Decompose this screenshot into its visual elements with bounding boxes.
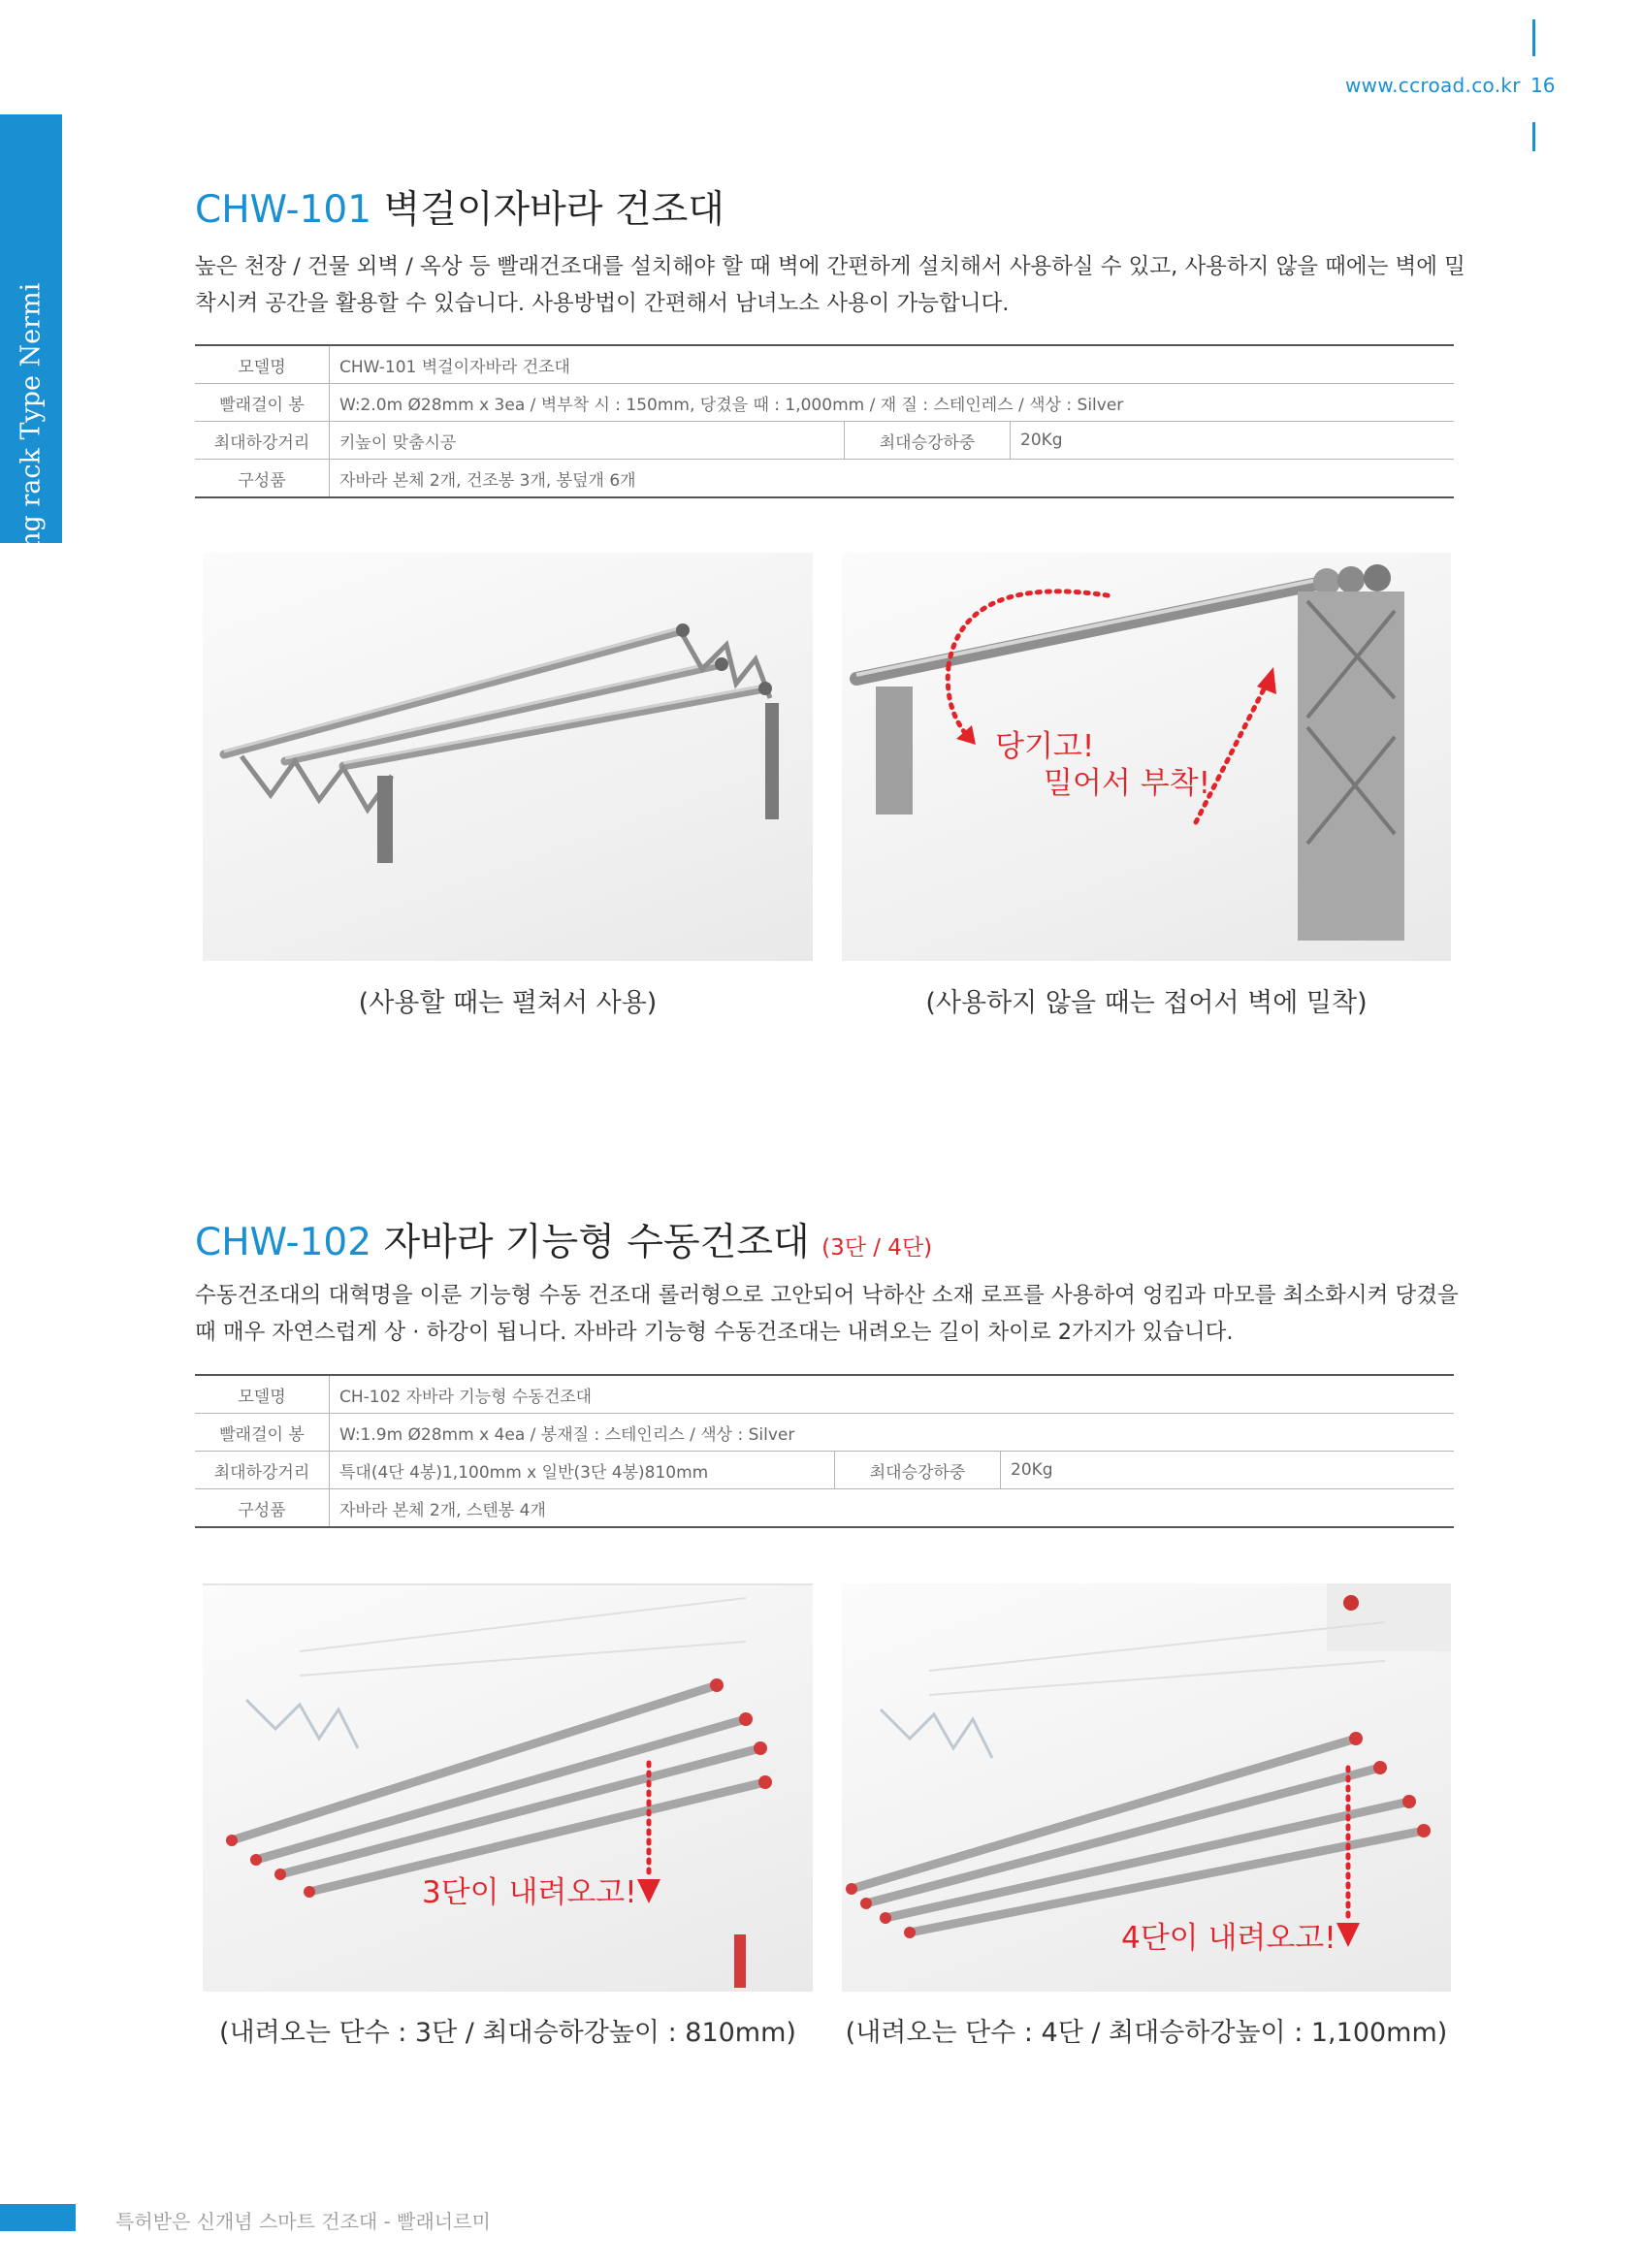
spec-value: CHW-101 벽걸이자바라 건조대	[330, 345, 1455, 384]
product2-title	[195, 1212, 932, 1266]
product1-caption-right: (사용하지 않을 때는 접어서 벽에 밀착)	[925, 988, 1368, 1018]
spec-row-model	[195, 345, 1454, 384]
spec-value: 20Kg	[1001, 1452, 1455, 1489]
side-category-label: Drying rack Type Nermi	[16, 282, 47, 606]
spec-row-drop	[195, 422, 1454, 460]
product2-overlay-4tier: 4단이 내려오고!	[1121, 1921, 1336, 1956]
spec-label: 모델명	[195, 1375, 330, 1414]
product2-caption-left: (내려오는 단수 : 3단 / 최대승하강높이 : 810mm)	[219, 2018, 796, 2048]
spec-label: 최대승강하중	[835, 1452, 1001, 1489]
product1-description: 높은 천장 / 건물 외벽 / 옥상 등 빨래건조대를 설치해야 할 때 벽에 간편하게 설치해서 사용하실 수 있고, 사용하지 않을 때에는 벽에 밀착시켜 공간을 활용할 수 있습니다. 사용방법이 간편해서 남녀노소 사용이 가능합니다.	[195, 254, 1465, 316]
spec-label: 구성품	[195, 460, 330, 498]
product1-code: CHW-101	[195, 188, 372, 232]
spec-value: 자바라 본체 2개, 건조봉 3개, 봉덮개 6개	[330, 460, 1455, 498]
product2-photo-3tier	[203, 1583, 813, 1992]
spec-value: W:1.9m Ø28mm x 4ea / 봉재질 : 스테인리스 / 색상 : Silver	[330, 1414, 1455, 1452]
product2-photo-4tier	[842, 1583, 1451, 1992]
header-divider-bottom	[1532, 122, 1535, 151]
product1-caption-left: (사용할 때는 펼쳐서 사용)	[358, 988, 658, 1018]
product1-photo-extended	[203, 553, 813, 961]
spec-label: 구성품	[195, 1489, 330, 1528]
product1-photo-folded	[842, 553, 1451, 961]
product2-description: 수동건조대의 대혁명을 이룬 기능형 수동 건조대 롤러형으로 고안되어 낙하산 소재 로프를 사용하여 엉킴과 마모를 최소화시켜 당겼을 때 매우 자연스럽게 상 · 하강이 됩니다. 자바라 기능형 수동건조대는 내려오는 길이 차이로 2가지가 있습니다.	[195, 1283, 1459, 1345]
spec-value: W:2.0m Ø28mm x 3ea / 벽부착 시 : 150mm, 당겼을 때 : 1,000mm / 재 질 : 스테인레스 / 색상 : Silver	[330, 384, 1455, 422]
spec-value: 자바라 본체 2개, 스텐봉 4개	[330, 1489, 1455, 1528]
spec-row-parts	[195, 1489, 1454, 1528]
product2-spec-table	[195, 1374, 1454, 1528]
spec-row-model	[195, 1375, 1454, 1414]
product2-code: CHW-102	[195, 1221, 372, 1264]
spec-value: CH-102 자바라 기능형 수동건조대	[330, 1375, 1455, 1414]
spec-row-bar	[195, 1414, 1454, 1452]
product2-caption-right: (내려오는 단수 : 4단 / 최대승하강높이 : 1,100mm)	[845, 2018, 1448, 2048]
product1-overlay-push: 밀어서 부착!	[1044, 766, 1211, 801]
footer-accent-block	[0, 2204, 76, 2231]
product2-variant: (3단 / 4단)	[821, 1235, 933, 1261]
product1-title	[195, 179, 724, 234]
spec-label: 최대승강하중	[845, 422, 1011, 460]
spec-value: 키높이 맞춤시공	[330, 422, 845, 460]
product1-name: 벽걸이자바라 건조대	[383, 188, 724, 232]
footer-text: 특허받은 신개념 스마트 건조대 - 빨래너르미	[115, 2210, 491, 2233]
spec-row-parts	[195, 460, 1454, 498]
product2-name: 자바라 기능형 수동건조대	[383, 1221, 810, 1264]
spec-row-drop	[195, 1452, 1454, 1489]
website-url[interactable]: www.ccroad.co.kr	[1345, 74, 1521, 97]
product2-overlay-3tier: 3단이 내려오고!	[422, 1875, 637, 1910]
spec-value: 20Kg	[1011, 422, 1455, 460]
spec-label: 모델명	[195, 345, 330, 384]
spec-label: 최대하강거리	[195, 422, 330, 460]
spec-label: 빨래걸이 봉	[195, 1414, 330, 1452]
spec-label: 빨래걸이 봉	[195, 384, 330, 422]
side-category-tab	[0, 114, 62, 606]
page-number: 16	[1530, 74, 1556, 97]
product1-spec-table	[195, 344, 1454, 498]
header-divider-top	[1532, 19, 1535, 56]
spec-value: 특대(4단 4봉)1,100mm x 일반(3단 4봉)810mm	[330, 1452, 835, 1489]
spec-row-bar	[195, 384, 1454, 422]
product1-overlay-pull: 당기고!	[995, 729, 1095, 764]
spec-label: 최대하강거리	[195, 1452, 330, 1489]
